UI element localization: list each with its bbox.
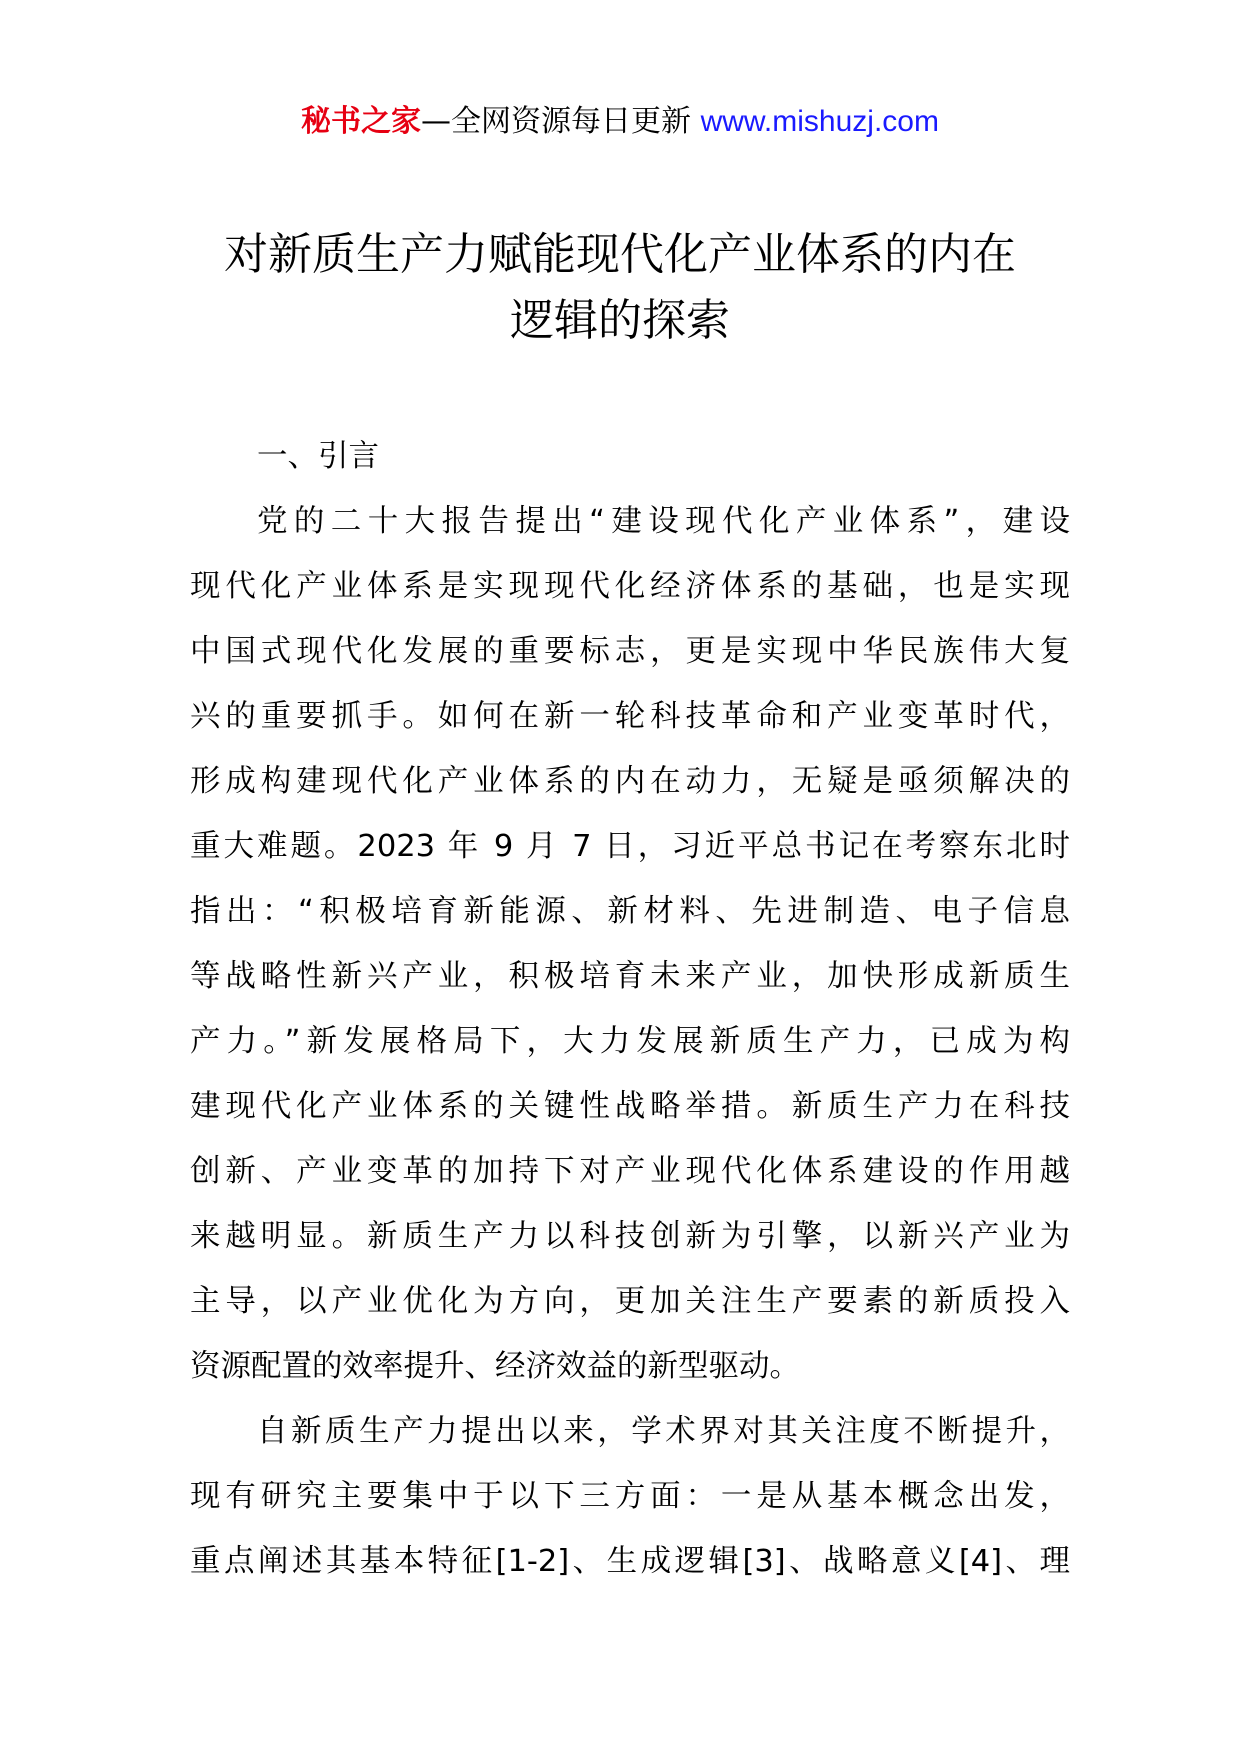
paragraph-line: 重点阐述其基本特征[1-2]、生成逻辑[3]、战略意义[4]、理: [190, 1544, 1070, 1579]
paragraph-line: 创新、产业变革的加持下对产业现代化体系建设的作用越: [190, 1154, 1070, 1189]
document-title-line-1: 对新质生产力赋能现代化产业体系的内在: [224, 229, 1016, 280]
paragraph-1: [190, 489, 1070, 1399]
paragraph-line: 指出：“积极培育新能源、新材料、先进制造、电子信息: [190, 894, 1070, 929]
paragraph-line: 建现代化产业体系的关键性战略举措。新质生产力在科技: [190, 1089, 1070, 1124]
paragraph-2: [190, 1399, 1070, 1594]
document-title-line-2: 逻辑的探索: [510, 295, 730, 346]
site-url-link[interactable]: www.mishuzj.com: [700, 105, 939, 138]
paragraph-line: 现代化产业体系是实现现代化经济体系的基础，也是实现: [190, 569, 1070, 604]
paragraph-line: 党的二十大报告提出“建设现代化产业体系”，建设: [257, 504, 1070, 539]
paragraph-line: 来越明显。新质生产力以科技创新为引擎，以新兴产业为: [190, 1219, 1070, 1254]
paragraph-line: 产力。”新发展格局下，大力发展新质生产力，已成为构: [190, 1024, 1070, 1059]
paragraph-line: 主导，以产业优化为方向，更加关注生产要素的新质投入: [190, 1284, 1070, 1319]
document-body: [190, 424, 1070, 1594]
header-tagline: —全网资源每日更新: [421, 104, 692, 139]
paragraph-line: 自新质生产力提出以来，学术界对其关注度不断提升，: [257, 1414, 1070, 1449]
paragraph-line: 等战略性新兴产业，积极培育未来产业，加快形成新质生: [190, 959, 1070, 994]
section-heading: 一、引言: [257, 439, 379, 474]
paragraph-line: 资源配置的效率提升、经济效益的新型驱动。: [190, 1349, 800, 1384]
site-header: [0, 100, 1240, 144]
paragraph-line: 形成构建现代化产业体系的内在动力，无疑是亟须解决的: [190, 764, 1070, 799]
paragraph-line: 现有研究主要集中于以下三方面：一是从基本概念出发，: [190, 1479, 1070, 1514]
document-title: [160, 222, 1080, 354]
paragraph-line: 中国式现代化发展的重要标志，更是实现中华民族伟大复: [190, 634, 1070, 669]
brand-name: 秘书之家: [301, 104, 422, 139]
paragraph-line: 重大难题。2023 年 9 月 7 日，习近平总书记在考察东北时: [190, 829, 1070, 864]
paragraph-line: 兴的重要抓手。如何在新一轮科技革命和产业变革时代，: [190, 699, 1070, 734]
